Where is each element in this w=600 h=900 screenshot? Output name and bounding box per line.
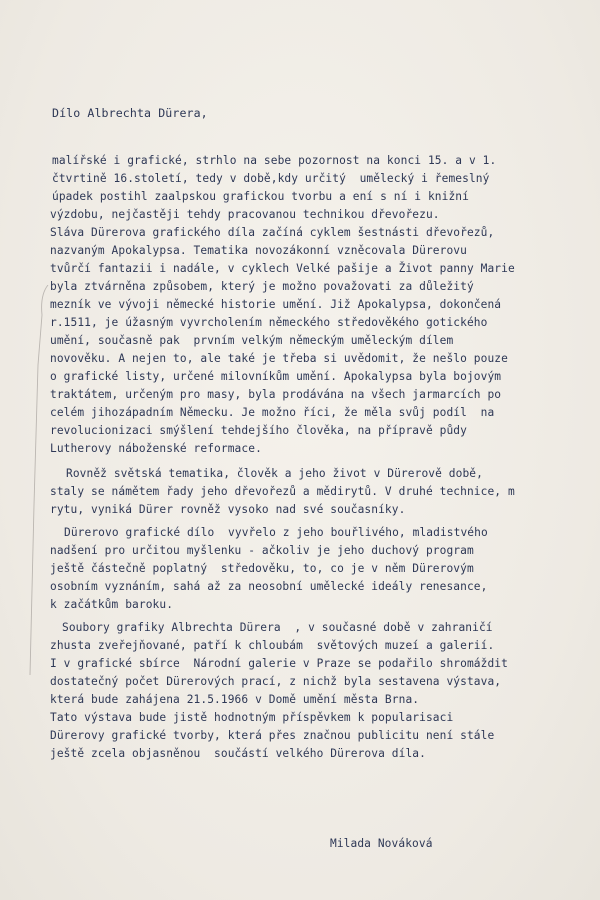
text-line: o grafické listy, určené milovníkům umění. Apokalypsa byla bojovým [50, 370, 502, 383]
text-line: Rovněž světská tematika, člověk a jeho život v Dürerově době, [66, 467, 483, 480]
text-line: výzdobu, nejčastěji tehdy pracovanou technikou dřevořezu. [50, 208, 440, 221]
text-line: Soubory grafiky Albrechta Dürera , v současné době v zahraničí [62, 621, 493, 634]
text-line: Dürerovy grafické tvorby, která přes značnou publicitu není stále [50, 729, 495, 742]
text-line: mezník ve vývoji německé historie umění. Již Apokalypsa, dokončená [50, 298, 502, 311]
text-line: rytu, vyniká Dürer rovněž vysoko nad své současníky. [50, 503, 406, 516]
text-line: která bude zahájena 21.5.1966 v Domě umění města Brna. [50, 693, 420, 706]
text-line: čtvrtině 16.století, tedy v době,kdy určitý umělecký i řemeslný [52, 172, 490, 185]
text-line: nazvaným Apokalypsa. Tematika novozákonní vzněcovala Dürerovu [50, 244, 467, 257]
text-line: I v grafické sbírce Národní galerie v Praze se podařilo shromáždit [50, 657, 508, 670]
text-line: osobním vyznáním, sahá až za neosobní umělecké ideály renesance, [50, 580, 488, 593]
text-line: novověku. A nejen to, ale také je třeba si uvědomit, že nešlo pouze [50, 352, 508, 365]
salutation: Dílo Albrechta Dürera, [52, 106, 208, 120]
text-line: Dürerovo grafické dílo vyvřelo z jeho bouřlivého, mladistvého [64, 526, 488, 539]
text-line: byla ztvárněna způsobem, který je možno považovati za důležitý [50, 280, 474, 293]
text-line: Tato výstava bude jistě hodnotným příspěvkem k popularisaci [50, 711, 454, 724]
text-line: traktátem, určeným pro masy, byla prodávána na všech jarmarcích po [50, 388, 502, 401]
text-line: dostatečný počet Dürerových prací, z nichž byla sestavena výstava, [50, 675, 502, 688]
text-line: úpadek postihl zaalpskou grafickou tvorbu a ení s ní i knižní [52, 190, 469, 203]
text-line: zhusta zveřejňované, patří k chloubám světových muzeí a galerií. [50, 639, 495, 652]
text-line: revolucionizaci smýšlení tehdejšího člověka, na přípravě půdy [50, 424, 467, 437]
text-line: r.1511, je úžasným vyvrcholením německého středověkého gotického [50, 316, 488, 329]
text-line: tvůrčí fantazii i nadále, v cyklech Velké pašije a Život panny Marie [50, 262, 515, 275]
text-line: malířské i grafické, strhlo na sebe pozornost na konci 15. a v 1. [52, 154, 497, 167]
signature: Milada Nováková [330, 837, 433, 850]
margin-pencil-mark [22, 285, 52, 675]
text-line: nadšení pro určitou myšlenku - ačkoliv je jeho duchový program [50, 544, 474, 557]
text-line: Sláva Dürerova grafického díla začíná cyklem šestnásti dřevořezů, [50, 226, 495, 239]
text-line: k začátkům baroku. [50, 598, 174, 611]
text-line: umění, současně pak prvním velkým německým uměleckým dílem [50, 334, 454, 347]
text-line: ještě částečně poplatný středověku, to, co je v něm Dürerovým [50, 562, 474, 575]
text-line: Lutherovy náboženské reformace. [50, 442, 262, 455]
text-line: staly se námětem řady jeho dřevořezů a mědirytů. V druhé technice, m [50, 485, 515, 498]
text-line: ještě zcela objasněnou součástí velkého Dürerova díla. [50, 747, 426, 760]
text-line: celém jihozápadním Německu. Je možno říci, že měla svůj podíl na [50, 406, 495, 419]
